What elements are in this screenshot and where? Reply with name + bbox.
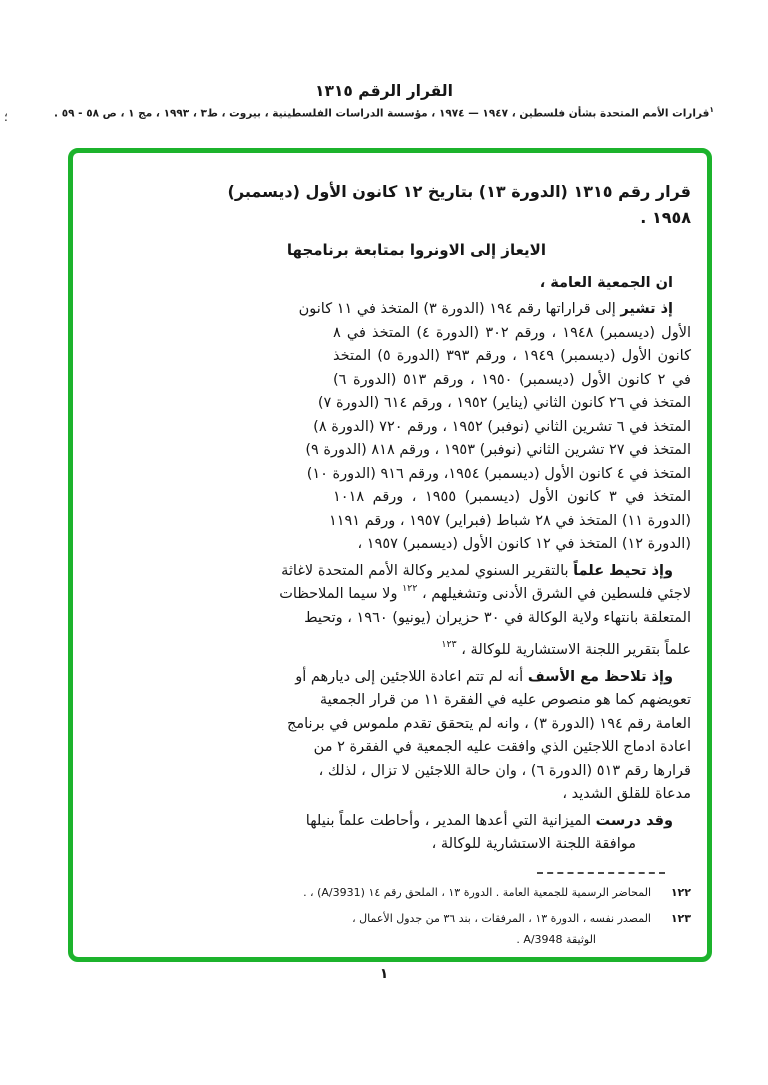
source-footnote-mark: ١ xyxy=(709,105,714,114)
text-line xyxy=(333,345,691,369)
footnote-text xyxy=(352,908,651,950)
text-segment: أنه لم تتم اعادة اللاجئين إلى ديارهم أو xyxy=(295,668,528,685)
text-segment: العامة رقم ١٩٤ (الدورة ٣) ، وانه لم يتحقق تقدم ملموس في برنامج xyxy=(287,715,691,732)
source-citation-text: قرارات الأمم المتحدة بشأن فلسطين ، ١٩٤٧ — ١٩٧٤ ، مؤسسة الدراسات الفلسطينية ، بيروت ، ط٣ ، ١٩٩٣ ، مج ١ ، ص ٥٨ - ٥٩ . xyxy=(54,107,710,120)
text-segment: المتخذ في ٣ كانون الأول (ديسمبر) ١٩٥٥ ، ورقم ١٠١٨ xyxy=(333,489,691,505)
text-line xyxy=(333,783,691,807)
footnote xyxy=(333,908,691,950)
text-segment: موافقة اللجنة الاستشارية للوكالة ، xyxy=(431,836,636,852)
text-line xyxy=(333,639,691,663)
footnote-reference: ١٢٢ xyxy=(402,583,418,595)
text-segment: لاجئي فلسطين في الشرق الأدنى وتشغيلهم ، xyxy=(417,586,691,602)
preamble-opening: ان الجمعية العامة ، xyxy=(539,275,673,291)
text-line xyxy=(295,666,691,690)
text-segment: تعويضهم كما هو منصوص عليه في الفقرة ١١ من قرار الجمعية xyxy=(319,692,691,708)
resolution-title-line2: ١٩٥٨ . xyxy=(640,208,691,227)
footnote-number: ١٢٣ xyxy=(670,911,691,925)
page-header xyxy=(0,82,768,120)
document-title: القرار الرقم ١٣١٥ xyxy=(315,82,453,100)
text-segment: (الدورة ١١) المتخذ في ٢٨ شباط (فبراير) ١٩٥٧ ، ورقم ١١٩١ xyxy=(328,512,691,529)
text-line xyxy=(306,463,691,487)
footnote-reference: ١٢٣ xyxy=(441,639,457,651)
text-line xyxy=(287,713,691,737)
footnote-line: المصدر نفسه ، الدورة ١٣ ، المرفقات ، بند ٣٦ من جدول الأعمال ، xyxy=(352,911,651,925)
text-segment: اعادة ادماج اللاجئين الذي وافقت عليه الجمعية في الفقرة ٢ من xyxy=(313,739,691,755)
text-segment: المتخذ في ٢٧ تشرين الثاني (نوفبر) ١٩٥٣ ، ورقم ٨١٨ (الدورة ٩) xyxy=(305,442,691,458)
text-line xyxy=(333,369,691,393)
text-segment: وإذ تلاحظ مع الأسف xyxy=(527,668,673,685)
text-segment: وإذ تحيط علماً xyxy=(573,562,673,579)
resolution-frame xyxy=(68,148,712,962)
text-segment: في ٢ كانون الأول (ديسمبر) ١٩٥٠ ، ورقم ٥١٣ (الدورة ٦) xyxy=(333,371,691,388)
text-segment: كانون الأول (ديسمبر) ١٩٤٩ ، ورقم ٣٩٣ (الدورة ٥) المتخذ xyxy=(333,348,691,364)
resolution-subject: الايعاز إلى الاونروا بمتابعة برنامجها xyxy=(286,241,546,259)
text-line xyxy=(313,416,691,440)
text-line xyxy=(304,607,691,631)
text-segment: ولا سيما الملاحظات xyxy=(279,586,403,602)
text-line xyxy=(305,439,691,463)
page-number: ١ xyxy=(379,966,389,982)
text-line xyxy=(317,392,691,416)
text-segment: علماً بتقرير اللجنة الاستشارية للوكالة ، xyxy=(456,642,691,658)
text-line xyxy=(333,533,691,557)
text-line xyxy=(305,810,691,834)
text-segment: قرارها رقم ٥١٣ (الدورة ٦) ، وان حالة اللاجئين لا تزال ، لذلك ، xyxy=(318,762,691,779)
paragraph xyxy=(279,560,691,663)
text-segment: المتعلقة بانتهاء ولاية الوكالة في ٣٠ حزيران (يونيو) ١٩٦٠ ، وتحيط xyxy=(304,609,691,626)
text-line xyxy=(333,833,636,857)
text-line xyxy=(328,510,691,534)
text-line xyxy=(281,560,691,584)
text-line xyxy=(298,298,691,322)
text-line xyxy=(333,322,691,346)
text-segment: المتخذ في ٤ كانون الأول (ديسمبر) ١٩٥٤، ورقم ٩١٦ (الدورة ١٠) xyxy=(306,465,691,482)
footnote xyxy=(303,882,691,903)
footnote-line: الوثيقة A/3948 . xyxy=(516,932,596,946)
text-line xyxy=(318,760,691,784)
text-segment: الأول (ديسمبر) ١٩٤٨ ، ورقم ٣٠٢ (الدورة ٤) المتخذ في ٨ xyxy=(333,324,691,341)
text-line xyxy=(319,689,691,713)
resolution-body xyxy=(279,298,691,857)
resolution-content xyxy=(227,179,691,950)
text-line xyxy=(279,583,691,607)
footnotes xyxy=(303,882,691,950)
paragraph xyxy=(287,666,691,807)
footnote-number: ١٢٢ xyxy=(670,885,691,899)
text-segment: الميزانية التي أعدها المدير ، وأحاطت علماً بنيلها xyxy=(305,812,596,829)
footnote-separator xyxy=(537,872,665,874)
source-citation xyxy=(0,105,768,120)
margin-mark: ؛ xyxy=(4,110,8,124)
text-segment: وقد درست xyxy=(595,812,673,829)
text-segment: بالتقرير السنوي لمدير وكالة الأمم المتحدة لاغاثة xyxy=(281,562,574,579)
text-segment: مدعاة للقلق الشديد ، xyxy=(562,786,691,802)
resolution-title-line1: قرار رقم ١٣١٥ (الدورة ١٣) بتاريخ ١٢ كانون الأول (ديسمبر) xyxy=(227,182,691,201)
paragraph xyxy=(298,298,691,557)
text-line xyxy=(333,486,691,510)
footnote-text xyxy=(303,882,651,903)
text-segment: (الدورة ١٢) المتخذ في ١٢ كانون الأول (ديسمبر) ١٩٥٧ ، xyxy=(357,536,691,552)
text-segment: إذ تشير xyxy=(620,301,673,317)
footnote-line: المحاضر الرسمية للجمعية العامة . الدورة ١٣ ، الملحق رقم ١٤ (A/3931) ، . xyxy=(303,885,651,899)
text-line xyxy=(313,736,691,760)
text-segment: إلى قراراتها رقم ١٩٤ (الدورة ٣) المتخذ في ١١ كانون xyxy=(298,301,621,317)
text-segment: المتخذ في ٢٦ كانون الثاني (يناير) ١٩٥٢ ، ورقم ٦١٤ (الدورة ٧) xyxy=(317,395,691,411)
text-segment: المتخذ في ٦ تشرين الثاني (نوفبر) ١٩٥٢ ، ورقم ٧٢٠ (الدورة ٨) xyxy=(313,418,691,435)
paragraph xyxy=(305,810,691,857)
